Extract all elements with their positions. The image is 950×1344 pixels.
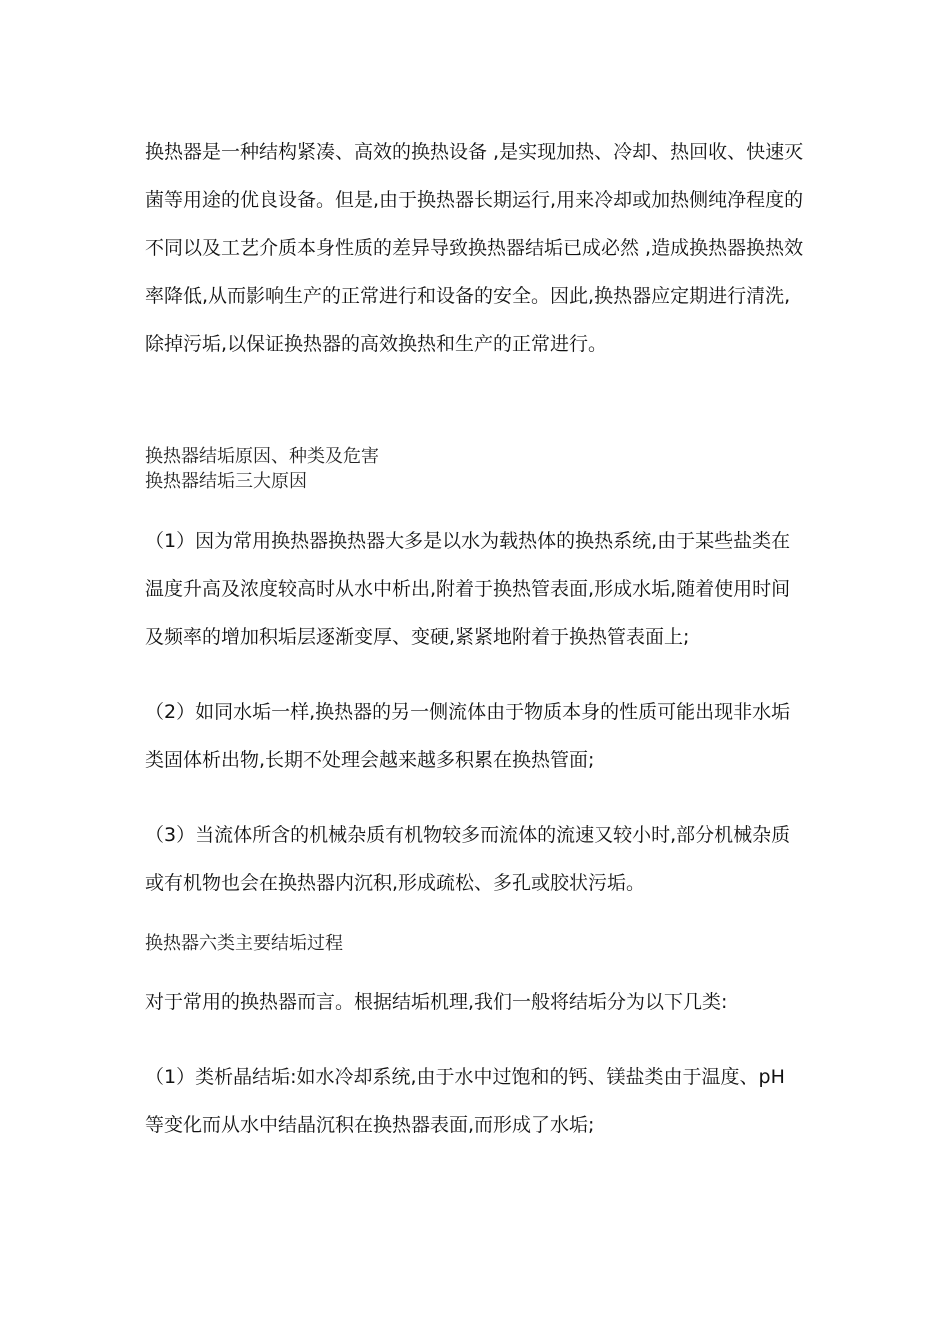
text-line: （2）如同水垢一样,换热器的另一侧流体由于物质本身的性质可能出现非水垢 (145, 701, 791, 723)
type-1-paragraph (145, 1053, 815, 1149)
text-line: 及频率的增加积垢层逐渐变厚、变硬,紧紧地附着于换热管表面上; (145, 626, 690, 648)
text-line: （1）因为常用换热器换热器大多是以水为载热体的换热系统,由于某些盐类在 (145, 530, 791, 552)
text-line: 换热器是一种结构紧凑、高效的换热设备 ,是实现加热、冷却、热回收、快速灭 (145, 141, 804, 163)
text-line: 等变化而从水中结晶沉积在换热器表面,而形成了水垢; (145, 1114, 595, 1136)
text-line: 率降低,从而影响生产的正常进行和设备的安全。因此,换热器应定期进行清洗, (145, 285, 791, 307)
text-line: 类固体析出物,长期不处理会越来越多积累在换热管面; (145, 749, 595, 771)
text-line: 或有机物也会在换热器内沉积,形成疏松、多孔或胶状污垢。 (145, 872, 646, 894)
section-title: 换热器结垢原因、种类及危害 (145, 446, 379, 467)
text-line: 除掉污垢,以保证换热器的高效换热和生产的正常进行。 (145, 333, 608, 355)
text-line: 对于常用的换热器而言。根据结垢机理,我们一般将结垢分为以下几类: (145, 991, 728, 1013)
cause-3-paragraph (145, 811, 815, 907)
cause-2-paragraph (145, 688, 815, 784)
text-line: 不同以及工艺介质本身性质的差异导致换热器结垢已成必然 ,造成换热器换热效 (145, 237, 804, 259)
text-line: （1）类析晶结垢:如水冷却系统,由于水中过饱和的钙、镁盐类由于温度、pH (145, 1066, 785, 1088)
intro-paragraph (145, 128, 815, 368)
text-line: 菌等用途的优良设备。但是,由于换热器长期运行,用来冷却或加热侧纯净程度的 (145, 189, 804, 211)
types-intro-paragraph (145, 978, 815, 1026)
section-title: 换热器六类主要结垢过程 (145, 933, 343, 954)
cause-1-paragraph (145, 517, 815, 661)
text-line: （3）当流体所含的机械杂质有机物较多而流体的流速又较小时,部分机械杂质 (145, 824, 791, 846)
section-subtitle: 换热器结垢三大原因 (145, 471, 307, 492)
text-line: 温度升高及浓度较高时从水中析出,附着于换热管表面,形成水垢,随着使用时间 (145, 578, 791, 600)
